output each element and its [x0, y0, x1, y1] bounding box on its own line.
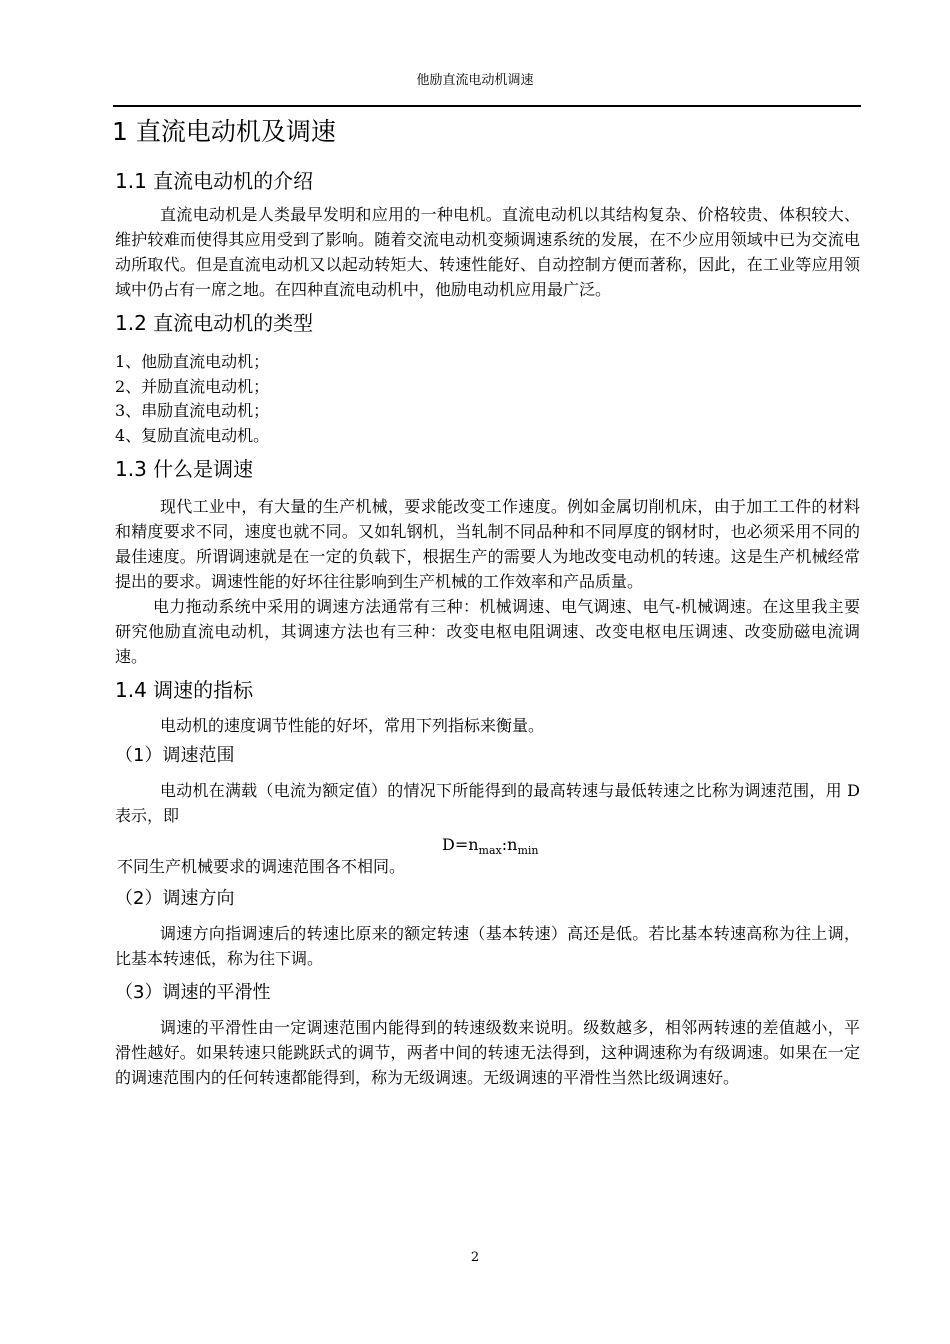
formula-main: D=n — [442, 835, 479, 854]
running-header: 他励直流电动机调速 — [416, 73, 534, 88]
section-1-3-paragraph-1: 现代工业中，有大量的生产机械，要求能改变工作速度。例如金属切削机床，由于加工工件的材料和精度要求不同，速度也就不同。又如轧钢机，当轧制不同品种和不同厚度的钢材时，也必须采用不同的最佳速度。所谓调速就是在一定的负载下，根据生产的需要人为地改变电动机的转速。这是生产机械经常提出的要求。调速性能的好坏往往影响到生产机械的工作效率和产品质量。 — [115, 497, 860, 591]
formula-subscript-min: min — [517, 844, 539, 858]
subsection-range-paragraph: 电动机在满载（电流为额定值）的情况下所能得到的最高转速与最低转速之比称为调速范围，用 D 表示，即 — [115, 781, 860, 825]
section-1-1-paragraph: 直流电动机是人类最早发明和应用的一种电机。直流电动机以其结构复杂、价格较贵、体积较大、维护较难而使得其应用受到了影响。随着交流电动机变频调速系统的发展，在不少应用领域中已为交流电动所取代。但是直流电动机又以起动转矩大、转速性能好、自动控制方便而著称，因此，在工业等应用领域中仍占有一席之地。在四种直流电动机中，他励电动机应用最广泛。 — [115, 205, 860, 299]
subsection-direction-title: （2）调速方向 — [115, 888, 235, 909]
subsection-smoothness-paragraph: 调速的平滑性由一定调速范围内能得到的转速级数来说明。级数越多，相邻两转速的差值越小，平滑性越好。如果转速只能跳跃式的调节，两者中间的转速无法得到，这种调速称为有级调速。如果在一定的调速范围内的任何转速都能得到，称为无级调速。无级调速的平滑性当然比级调速好。 — [115, 1018, 860, 1087]
section-1-3-paragraph-2: 电力拖动系统中采用的调速方法通常有三种：机械调速、电气调速、电气-机械调速。在这里我主要研究他励直流电动机，其调速方法也有三种：改变电枢电阻调速、改变电枢电压调速、改变励磁电流调速。 — [115, 597, 860, 666]
list-item: 3、串励直流电动机； — [115, 401, 270, 420]
section-1-4-intro: 电动机的速度调节性能的好坏，常用下列指标来衡量。 — [160, 716, 545, 735]
motor-type-list — [115, 350, 860, 448]
page-content — [112, 108, 860, 1090]
section-1-1-title: 1.1 直流电动机的介绍 — [115, 169, 314, 193]
chapter-title: 1 直流电动机及调速 — [112, 117, 336, 146]
header-rule — [113, 105, 861, 107]
subsection-smoothness-title: （3）调速的平滑性 — [115, 982, 271, 1003]
section-1-2-title: 1.2 直流电动机的类型 — [115, 311, 314, 335]
section-1-3-title: 1.3 什么是调速 — [115, 457, 254, 481]
formula-colon: :n — [501, 835, 518, 854]
list-item: 4、复励直流电动机。 — [115, 425, 270, 445]
page-number: 2 — [470, 1250, 480, 1265]
subsection-direction-paragraph: 调速方向指调速后的转速比原来的额定转速（基本转速）高还是低。若比基本转速高称为往上调，比基本转速低，称为往下调。 — [115, 924, 860, 968]
section-1-4-title: 1.4 调速的指标 — [115, 678, 254, 702]
list-item: 1、他励直流电动机； — [115, 352, 270, 371]
subsection-range-note: 不同生产机械要求的调速范围各不相同。 — [117, 857, 406, 876]
list-item: 2、并励直流电动机； — [115, 376, 270, 396]
formula-subscript-max: max — [478, 844, 502, 858]
subsection-range-title: （1）调速范围 — [115, 745, 235, 766]
